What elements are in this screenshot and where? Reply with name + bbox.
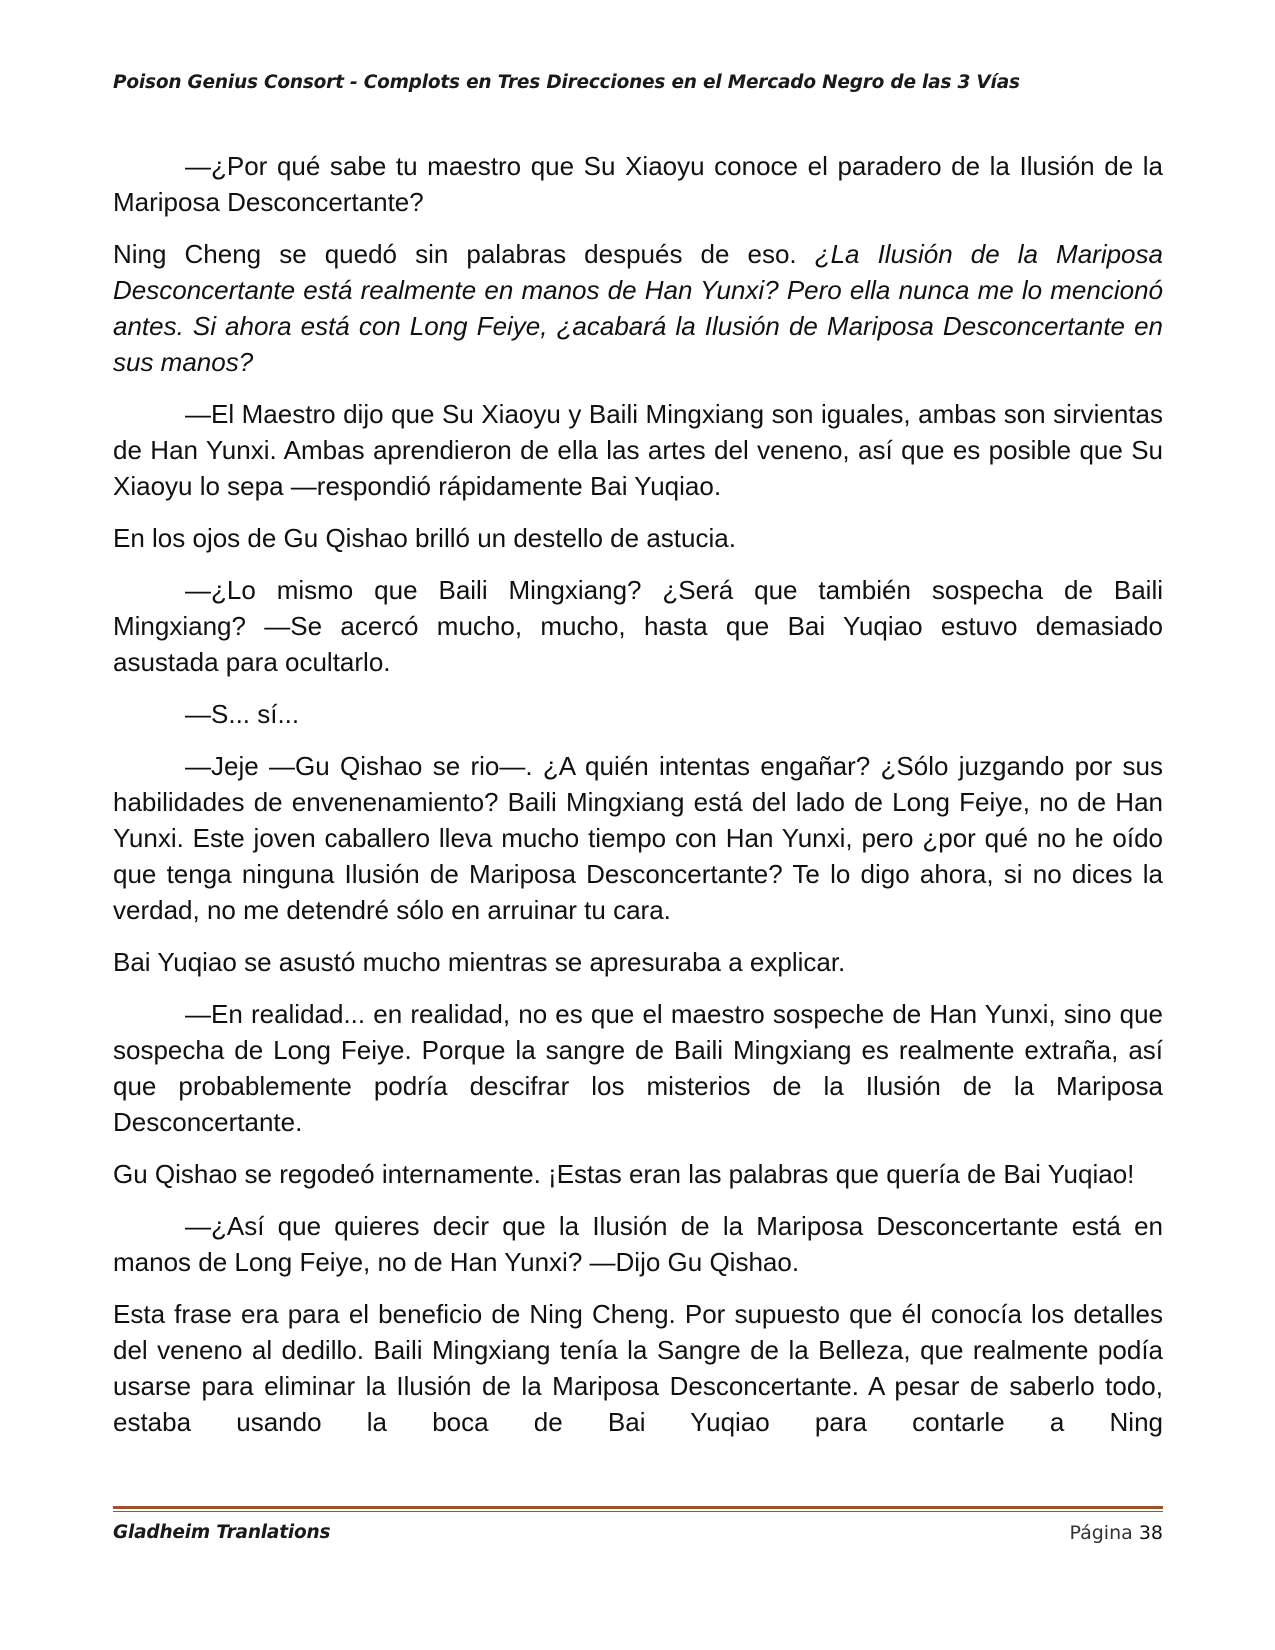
footer-translator: Gladheim Tranlations (113, 1522, 331, 1543)
paragraph-8: Bai Yuqiao se asustó mucho mientras se apresuraba a explicar. (113, 947, 846, 977)
page-label: Página (1069, 1522, 1133, 1544)
footer-rule-thin (113, 1511, 1163, 1512)
footer-rule-thick (113, 1506, 1163, 1509)
footer-page-number (1069, 1522, 1163, 1544)
page-header-title: Poison Genius Consort - Complots en Tres Direcciones en el Mercado Negro de las 3 Vías (113, 72, 1020, 93)
paragraph-5: —¿Lo mismo que Baili Mingxiang? ¿Será que también sospecha de Baili Mingxiang? —Se acercó mucho, mucho, hasta que Bai Yuqiao estuvo demasiado asustada para ocultarlo. (113, 575, 1163, 677)
paragraph-12: Esta frase era para el beneficio de Ning Cheng. Por supuesto que él conocía los detalles del veneno al dedillo. Baili Mingxiang tenía la Sangre de la Belleza, que realmente podía usarse para eliminar la Ilusión de la Mariposa Desconcertante. A pesar de saberlo todo, estaba usando la boca de Bai Yuqiao para contarle a Ning (113, 1299, 1163, 1437)
paragraph-10: Gu Qishao se regodeó internamente. ¡Estas eran las palabras que quería de Bai Yuqiao! (113, 1159, 1135, 1189)
paragraph-11: —¿Así que quieres decir que la Ilusión de la Mariposa Desconcertante está en manos de Long Feiye, no de Han Yunxi? —Dijo Gu Qishao. (113, 1211, 1163, 1277)
paragraph-9: —En realidad... en realidad, no es que el maestro sospeche de Han Yunxi, sino que sospecha de Long Feiye. Porque la sangre de Baili Mingxiang es realmente extraña, así que probablemente podría descifrar los misterios de la Ilusión de la Mariposa Desconcertante. (113, 999, 1163, 1137)
page-number: 38 (1138, 1522, 1163, 1544)
paragraph-2-text: Ning Cheng se quedó sin palabras después de eso. (113, 239, 815, 269)
paragraph-7: —Jeje —Gu Qishao se rio—. ¿A quién intentas engañar? ¿Sólo juzgando por sus habilidades de envenenamiento? Baili Mingxiang está del lado de Long Feiye, no de Han Yunxi. Este joven caballero lleva mucho tiempo con Han Yunxi, pero ¿por qué no he oído que tenga ninguna Ilusión de Mariposa Desconcertante? Te lo digo ahora, si no dices la verdad, no me detendré sólo en arruinar tu cara. (113, 751, 1163, 925)
page-body (113, 148, 1163, 1440)
paragraph-2 (113, 236, 1163, 380)
paragraph-3: —El Maestro dijo que Su Xiaoyu y Baili Mingxiang son iguales, ambas son sirvientas de Han Yunxi. Ambas aprendieron de ella las artes del veneno, así que es posible que Su Xiaoyu lo sepa —respondió rápidamente Bai Yuqiao. (113, 399, 1163, 501)
paragraph-6: —S... sí... (185, 699, 300, 729)
paragraph-2-thought: ¿La Ilusión de la Mariposa Desconcertante está realmente en manos de Han Yunxi? Pero ella nunca me lo mencionó antes. Si ahora está con Long Feiye, ¿acabará la Ilusión de Mariposa Desconcertante en sus manos? (113, 239, 1163, 377)
paragraph-1: —¿Por qué sabe tu maestro que Su Xiaoyu conoce el paradero de la Ilusión de la Mariposa Desconcertante? (113, 151, 1163, 217)
paragraph-4: En los ojos de Gu Qishao brilló un destello de astucia. (113, 523, 736, 553)
